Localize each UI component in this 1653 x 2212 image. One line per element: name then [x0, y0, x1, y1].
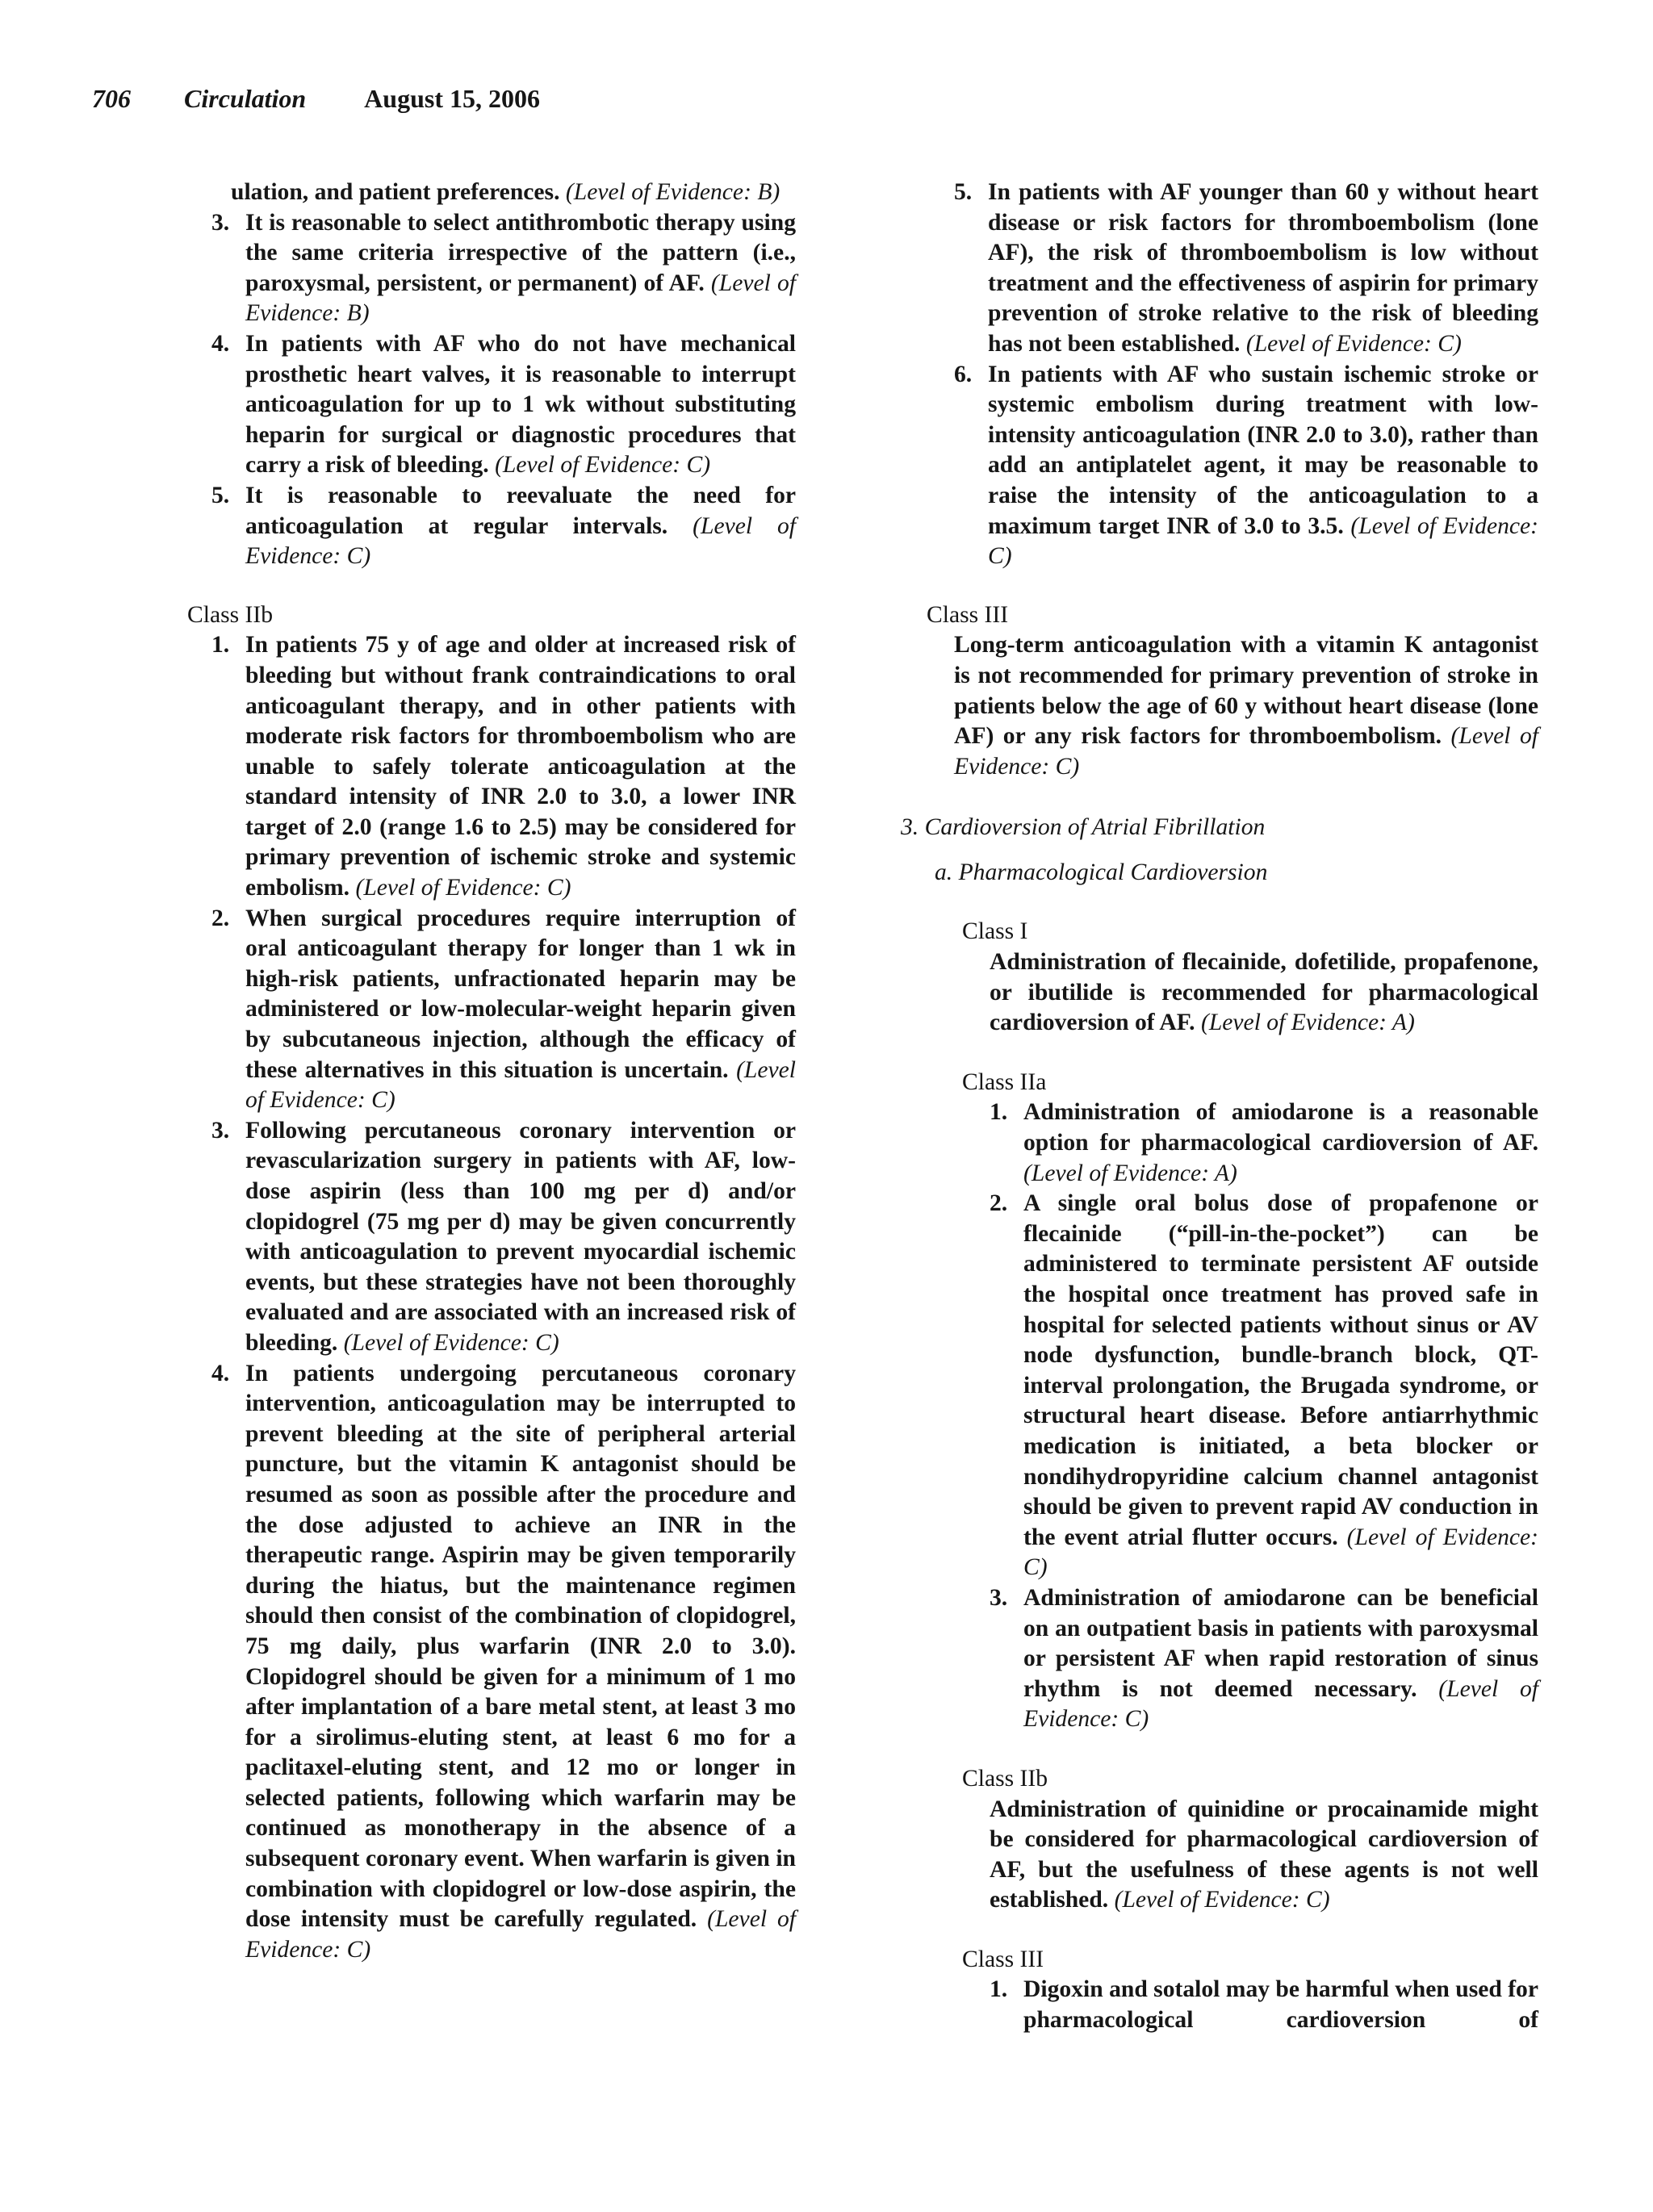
item-number: 6. [954, 361, 973, 387]
item-number: 3. [990, 1584, 1008, 1611]
item-number: 1. [990, 1976, 1008, 2003]
level-of-evidence: (Level of Evidence: C) [988, 512, 1538, 570]
recommendation-item [990, 1583, 1538, 1735]
recommendation-item [990, 1189, 1538, 1583]
recommendation-text: It is reasonable to reevaluate the need for anticoagulation at regular intervals. [245, 482, 796, 539]
recommendation-text: Administration of quinidine or procainamide might be considered for pharmacological cardioversion of AF, but the usefulness of these agents is not well established. [990, 1796, 1538, 1913]
recommendation-text: Administration of flecainide, dofetilide, propafenone, or ibutilide is recommended for pharmacological cardioversion of AF. [990, 949, 1538, 1036]
recommendation-text: When surgical procedures require interruption of oral anticoagulant therapy for longer than 1 wk in high-risk patients, unfractionated heparin may be administered or low-molecular-weight heparin given by subcutaneous injection, although the efficacy of these alternatives in this situation is uncertain. [245, 905, 796, 1083]
item-number: 4. [211, 1360, 230, 1386]
recommendation-item [211, 1116, 796, 1359]
class-heading: Class III [927, 601, 1009, 628]
level-of-evidence: (Level of Evidence: A) [1200, 1010, 1415, 1036]
recommendation-text: In patients 75 y of age and older at increased risk of bleeding but without frank contraindications to oral anticoagulant therapy, and in other patients with moderate risk factors for thromboembolism who are unable to safely tolerate anticoagulation at the standard intensity of INR 2.0 to 3.0, a lower INR target of 2.0 (range 1.6 to 2.5) may be considered for primary prevention of ischemic stroke and systemic embolism. [245, 632, 796, 901]
item-number: 5. [211, 482, 230, 508]
class-heading: Class IIb [962, 1765, 1048, 1792]
recommendation-item [990, 1975, 1538, 2035]
recommendation-text: Following percutaneous coronary intervention or revascularization surgery in patients with AF, low-dose aspirin (less than 100 mg per d) and/or clopidogrel (75 mg per d) may be given concurrently with anticoagulation to prevent myocardial ischemic events, but these strategies have not been thoroughly evaluated and are associated with an increased risk of bleeding. [245, 1117, 796, 1356]
level-of-evidence: (Level of Evidence: C) [245, 512, 796, 570]
section-heading: 3. Cardioversion of Atrial Fibrillation [901, 814, 1266, 841]
subsection-heading: a. Pharmacological Cardioversion [935, 859, 1268, 885]
level-of-evidence: (Level of Evidence: C) [245, 1906, 796, 1963]
recommendation-text: Administration of amiodarone is a reasonable option for pharmacological cardioversion of AF. [1023, 1099, 1538, 1156]
recommendation-text: In patients with AF who sustain ischemic stroke or systemic embolism during treatment with low-intensity anticoagulation (INR 2.0 to 3.0), rather than add an antiplatelet agent, it may be reasonable to raise the intensity of the anticoagulation to a maximum target INR of 3.0 to 3.5. [988, 361, 1538, 539]
level-of-evidence: (Level of Evidence: C) [954, 723, 1538, 780]
recommendation-paragraph [990, 947, 1538, 1039]
level-of-evidence: (Level of Evidence: C) [1114, 1887, 1330, 1913]
right-column [901, 178, 1538, 2036]
item-number: 1. [211, 632, 230, 659]
class-heading: Class I [962, 918, 1028, 945]
class-i-block [962, 917, 1538, 2035]
journal-name: Circulation [184, 84, 307, 113]
recommendation-item [211, 208, 796, 329]
item-number: 2. [990, 1190, 1008, 1217]
class-heading: Class IIa [962, 1068, 1047, 1095]
recommendation-item [211, 904, 796, 1116]
level-of-evidence: (Level of Evidence: C) [1245, 330, 1462, 357]
item-number: 3. [211, 209, 230, 236]
recommendation-text: Administration of amiodarone can be beneficial on an outpatient basis in patients with paroxysmal or persistent AF when rapid restoration of sinus rhythm is not deemed necessary. [1023, 1584, 1538, 1702]
recommendation-item [211, 630, 796, 903]
recommendation-text: ulation, and patient preferences. [231, 179, 560, 205]
item-number: 2. [211, 905, 230, 931]
recommendation-text: In patients with AF who do not have mechanical prosthetic heart valves, it is reasonable to interrupt anticoagulation for up to 1 wk without substituting heparin for surgical or diagnostic procedures that carry a risk of bleeding. [245, 330, 796, 479]
item-number: 4. [211, 330, 230, 357]
level-of-evidence: (Level of Evidence: A) [1023, 1160, 1237, 1186]
recommendation-text: Digoxin and sotalol may be harmful when used for pharmacological cardioversion of [1023, 1976, 1538, 2034]
recommendation-text: In patients undergoing percutaneous coronary intervention, anticoagulation may be interrupted to prevent bleeding at the site of peripheral arterial puncture, but the vitamin K antagonist should be resumed as soon as possible after the procedure and the dose adjusted to achieve an INR in the therapeutic range. Aspirin may be given temporarily during the hiatus, but the maintenance regimen should then consist of the combination of clopidogrel, 75 mg daily, plus warfarin (INR 2.0 to 3.0). Clopidogrel should be given for a minimum of 1 mo after implantation of a bare metal stent, at least 3 mo for a sirolimus-eluting stent, at least 6 mo for a paclitaxel-eluting stent, and 12 mo or longer in selected patients, following which warfarin may be continued as monotherapy in the absence of a subsequent coronary event. When warfarin is given in combination with clopidogrel or low-dose aspirin, the dose intensity must be carefully regulated. [245, 1360, 796, 1933]
level-of-evidence: (Level of Evidence: C) [1023, 1524, 1538, 1581]
level-of-evidence: (Level of Evidence: B) [245, 270, 797, 327]
recommendation-paragraph [990, 1795, 1538, 1916]
level-of-evidence: (Level of Evidence: B) [565, 179, 780, 205]
level-of-evidence: (Level of Evidence: C) [495, 452, 711, 479]
recommendation-text: Long-term anticoagulation with a vitamin K antagonist is not recommended for primary prevention of stroke in patients below the age of 60 y without heart disease (lone AF) or any risk factors for thromboembolism. [954, 632, 1538, 750]
level-of-evidence: (Level of Evidence: C) [355, 875, 571, 901]
class-heading: Class III [962, 1946, 1044, 1972]
recommendation-item [211, 329, 796, 481]
recommendation-item [211, 1359, 796, 1966]
running-header [92, 84, 540, 114]
recommendation-item [954, 360, 1538, 572]
level-of-evidence: (Level of Evidence: C) [343, 1329, 559, 1356]
item-number: 5. [954, 179, 973, 205]
recommendation-text: In patients with AF younger than 60 y without heart disease or risk factors for thromboembolism (lone AF), the risk of thromboembolism is low without treatment and the effectiveness of aspirin for primary prevention of stroke relative to the risk of bleeding has not been established. [988, 179, 1538, 357]
recommendation-item [211, 481, 796, 572]
item-number: 3. [211, 1117, 230, 1144]
recommendation-item [990, 1098, 1538, 1189]
recommendation-item [954, 178, 1538, 360]
level-of-evidence: (Level of Evidence: C) [245, 1056, 797, 1114]
continuation-paragraph [231, 178, 796, 208]
issue-date: August 15, 2006 [364, 84, 540, 113]
recommendation-text: A single oral bolus dose of propafenone or flecainide (“pill-in-the-pocket”) can be administered to terminate persistent AF outside the hospital once treatment has proved safe in hospital for selected patients without sinus or AV node dysfunction, bundle-branch block, QT-interval prolongation, the Brugada syndrome, or structural heart disease. Before antiarrhythmic medication is initiated, a beta blocker or nondihydropyridine calcium channel antagonist should be given to prevent rapid AV conduction in the event atrial flutter occurs. [1023, 1190, 1538, 1550]
recommendation-text: It is reasonable to select antithrombotic therapy using the same criteria irrespective of the pattern (i.e., paroxysmal, persistent, or permanent) of AF. [245, 209, 796, 296]
level-of-evidence: (Level of Evidence: C) [1023, 1675, 1538, 1733]
class-heading: Class IIb [187, 601, 274, 628]
left-column [187, 178, 796, 1965]
recommendation-paragraph [954, 630, 1538, 782]
item-number: 1. [990, 1099, 1008, 1126]
page-number: 706 [92, 84, 131, 113]
